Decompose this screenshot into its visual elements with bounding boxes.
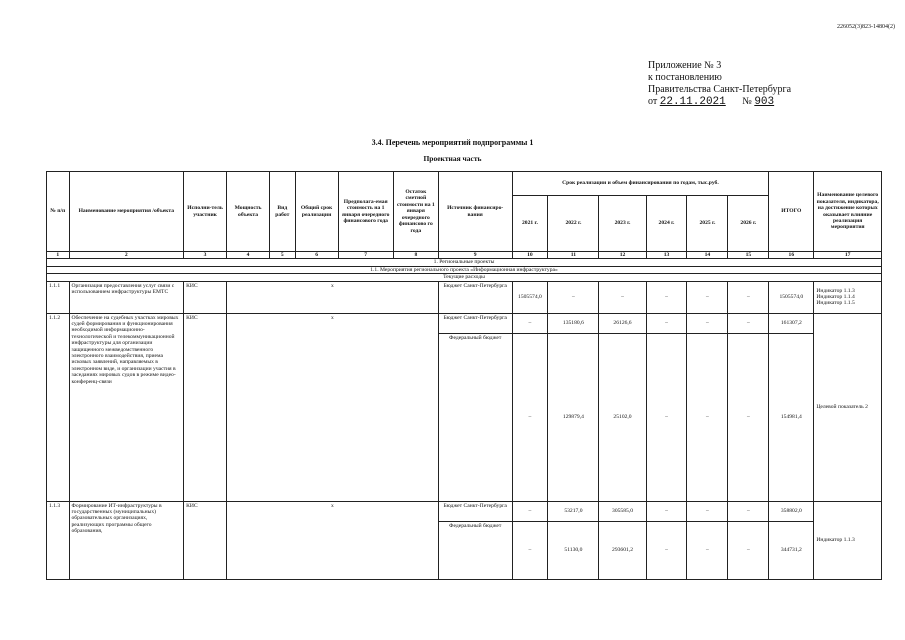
- column-number-row: [47, 252, 882, 259]
- cell-2021: –: [512, 313, 548, 333]
- row-name: Организация предоставления услуг связи с использованием инфраструктуры ЕМТС: [69, 281, 184, 313]
- table-row: [47, 501, 882, 521]
- colnum: 11: [548, 252, 599, 259]
- cell-total: 344731,2: [769, 521, 814, 579]
- cell-2024: –: [646, 521, 687, 579]
- measures-table: [46, 171, 882, 580]
- row-indicator: Индикатор 1.1.3 Индикатор 1.1.4 Индикатор 1.1.5: [814, 281, 882, 313]
- header-2024: 2024 г.: [646, 196, 687, 252]
- table-row: [47, 281, 882, 313]
- header-2021: 2021 г.: [512, 196, 548, 252]
- row-executor: КИС: [184, 313, 227, 501]
- cell-2026: –: [728, 333, 769, 501]
- cell-2026: –: [728, 313, 769, 333]
- header-cost: Предполага-емая стоимость на 1 января очередного финансового года: [338, 172, 393, 252]
- header-term: Общий срок реализации: [295, 172, 338, 252]
- row-name: Формирование ИТ-инфраструктуры в государственных (муниципальных) образовательных организациях, реализующих программы общего образования,: [69, 501, 184, 579]
- cell-2022: –: [548, 281, 599, 313]
- row-name: Обеспечение на судебных участках мировых судей формирования и функционирования необходимой информационно-технологической и телекоммуникационной инфраструктуры для организации защищенного межведомственного электронного взаимодействия, приема исковых заявлений, направляемых в электронном виде, и организации участия в заседаниях мировых судов в режиме видео-конференц-связи: [69, 313, 184, 501]
- cell-2025: –: [687, 521, 728, 579]
- colnum: 16: [769, 252, 814, 259]
- row-source: Федеральный бюджет: [438, 521, 512, 579]
- colnum: 14: [687, 252, 728, 259]
- header-name: Наименование мероприятия /объекта: [69, 172, 184, 252]
- row-x-mark: х: [227, 501, 439, 579]
- cell-2021: –: [512, 521, 548, 579]
- appendix-line-2: к постановлению: [648, 72, 722, 83]
- colnum: 5: [270, 252, 296, 259]
- header-source: Источник финансиро-вания: [438, 172, 512, 252]
- colnum: 2: [69, 252, 184, 259]
- colnum: 6: [295, 252, 338, 259]
- colnum: 15: [728, 252, 769, 259]
- cell-2026: –: [728, 521, 769, 579]
- colnum: 12: [599, 252, 646, 259]
- cell-total: 1505574,0: [769, 281, 814, 313]
- cell-2025: –: [687, 501, 728, 521]
- colnum: 8: [393, 252, 438, 259]
- cell-total: 154981,4: [769, 333, 814, 501]
- decree-date: 22.11.2021: [659, 96, 726, 108]
- header-remain: Остаток сметной стоимости на 1 января очередного финансово го года: [393, 172, 438, 252]
- colnum: 1: [47, 252, 70, 259]
- cell-2024: –: [646, 313, 687, 333]
- row-x-mark: х: [227, 281, 439, 313]
- header-2025: 2025 г.: [687, 196, 728, 252]
- cell-2022: 135180,6: [548, 313, 599, 333]
- document-title: 3.4. Перечень мероприятий подпрограммы 1: [371, 138, 534, 147]
- colnum: 17: [814, 252, 882, 259]
- appendix-block: [648, 60, 791, 108]
- cell-2024: –: [646, 333, 687, 501]
- cell-2022: 53217,0: [548, 501, 599, 521]
- row-source: Бюджет Санкт-Петербурга: [438, 501, 512, 521]
- colnum: 4: [227, 252, 270, 259]
- cell-2021: –: [512, 501, 548, 521]
- cell-total: 358802,0: [769, 501, 814, 521]
- cell-2022: 129879,4: [548, 333, 599, 501]
- row-executor: КИС: [184, 281, 227, 313]
- table-row: [47, 313, 882, 333]
- row-num: 1.1.2: [47, 313, 70, 501]
- cell-2023: –: [599, 281, 646, 313]
- row-indicator: Индикатор 1.1.3: [814, 501, 882, 579]
- header-num: № п/п: [47, 172, 70, 252]
- decree-number: 903: [754, 96, 775, 108]
- header-2026: 2026 г.: [728, 196, 769, 252]
- header-2022: 2022 г.: [548, 196, 599, 252]
- cell-2023: 26126,6: [599, 313, 646, 333]
- row-source: Бюджет Санкт-Петербурга: [438, 281, 512, 313]
- cell-2025: –: [687, 313, 728, 333]
- cell-2026: –: [728, 281, 769, 313]
- header-period: Срок реализации и объем финансирования по годам, тыс.руб.: [512, 172, 769, 196]
- section-regional-projects: 1. Региональные проекты: [47, 259, 882, 266]
- cell-2021: –: [512, 333, 548, 501]
- header-work-type: Вид работ: [270, 172, 296, 252]
- header-total: ИТОГО: [769, 172, 814, 252]
- cell-2024: –: [646, 281, 687, 313]
- colnum: 9: [438, 252, 512, 259]
- cell-2022: 51130,0: [548, 521, 599, 579]
- appendix-line-1: Приложение № 3: [648, 60, 722, 71]
- cell-2021: 1505574,0: [512, 281, 548, 313]
- header-indicator: Наименование целевого показателя, индикатора, на достижение которых оказывает влияние реализация мероприятия: [814, 172, 882, 252]
- appendix-line-3: Правительства Санкт-Петербурга: [648, 84, 792, 95]
- date-prefix: от: [648, 96, 658, 107]
- colnum: 13: [646, 252, 687, 259]
- cell-2023: 25102,0: [599, 333, 646, 501]
- cell-2025: –: [687, 281, 728, 313]
- cell-2024: –: [646, 501, 687, 521]
- row-executor: КИС: [184, 501, 227, 579]
- colnum: 3: [184, 252, 227, 259]
- cell-total: 161307,2: [769, 313, 814, 333]
- row-x-mark: х: [227, 313, 439, 501]
- appendix-date-line: [648, 96, 791, 108]
- header-capacity: Мощность объекта: [227, 172, 270, 252]
- row-source: Федеральный бюджет: [438, 333, 512, 501]
- row-num: 1.1.1: [47, 281, 70, 313]
- section-info-infrastructure: 1.1. Мероприятия регионального проекта «Информационная инфраструктура»: [47, 266, 882, 273]
- cell-2023: 305585,0: [599, 501, 646, 521]
- row-num: 1.1.3: [47, 501, 70, 579]
- row-indicator: Целевой показатель 2: [814, 313, 882, 501]
- row-source: Бюджет Санкт-Петербурга: [438, 313, 512, 333]
- document-subtitle: Проектная часть: [423, 154, 482, 163]
- section-current-expenses: Текущие расходы: [47, 274, 882, 281]
- document-id: 226052(3)823-14804(2): [837, 24, 895, 30]
- header-executor: Исполни-тель участник: [184, 172, 227, 252]
- header-2023: 2023 г.: [599, 196, 646, 252]
- colnum: 7: [338, 252, 393, 259]
- number-prefix: №: [742, 96, 752, 107]
- cell-2025: –: [687, 333, 728, 501]
- cell-2023: 293601,2: [599, 521, 646, 579]
- cell-2026: –: [728, 501, 769, 521]
- colnum: 10: [512, 252, 548, 259]
